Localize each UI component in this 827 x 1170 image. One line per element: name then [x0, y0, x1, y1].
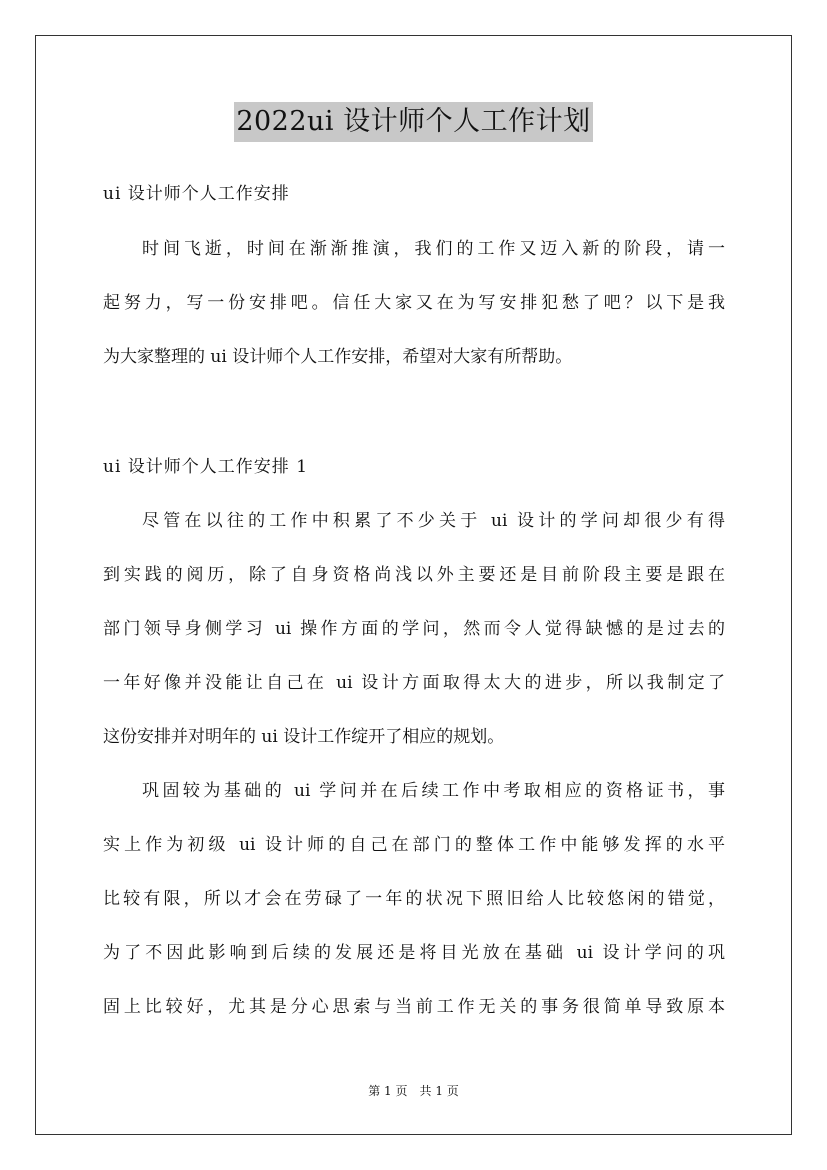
para1-line-1: 尽管在以往的工作中积累了不少关于 ui 设计的学问却很少有得 — [142, 511, 725, 531]
title-container — [0, 102, 827, 142]
para2-line-4: 为了不因此影响到后续的发展还是将目光放在基础 ui 设计学问的巩 — [103, 943, 725, 963]
section-heading-1: ui 设计师个人工作安排 — [103, 184, 290, 204]
intro-line-2: 起努力，写一份安排吧。信任大家又在为写安排犯愁了吧？以下是我 — [103, 293, 725, 313]
para1-line-5: 这份安排并对明年的 ui 设计工作绽开了相应的规划。 — [103, 727, 505, 747]
para1-line-4: 一年好像并没能让自己在 ui 设计方面取得太大的进步，所以我制定了 — [103, 673, 725, 693]
para1-line-2: 到实践的阅历，除了自身资格尚浅以外主要还是目前阶段主要是跟在 — [103, 565, 725, 585]
intro-line-3: 为大家整理的 ui 设计师个人工作安排，希望对大家有所帮助。 — [103, 347, 573, 367]
para2-line-2: 实上作为初级 ui 设计师的自己在部门的整体工作中能够发挥的水平 — [103, 835, 725, 855]
page-footer: 第 1 页 共 1 页 — [368, 1084, 459, 1098]
para1-line-3: 部门领导身侧学习 ui 操作方面的学问，然而令人觉得缺憾的是过去的 — [103, 619, 725, 639]
intro-line-1: 时间飞逝，时间在渐渐推演，我们的工作又迈入新的阶段，请一 — [142, 239, 725, 259]
para2-line-3: 比较有限，所以才会在劳碌了一年的状况下照旧给人比较悠闲的错觉， — [103, 889, 725, 909]
section-heading-2: ui 设计师个人工作安排 1 — [103, 457, 309, 477]
document-title: 2022ui 设计师个人工作计划 — [234, 102, 592, 142]
para2-line-5: 固上比较好，尤其是分心思索与当前工作无关的事务很简单导致原本 — [103, 997, 725, 1017]
para2-line-1: 巩固较为基础的 ui 学问并在后续工作中考取相应的资格证书，事 — [142, 781, 725, 801]
